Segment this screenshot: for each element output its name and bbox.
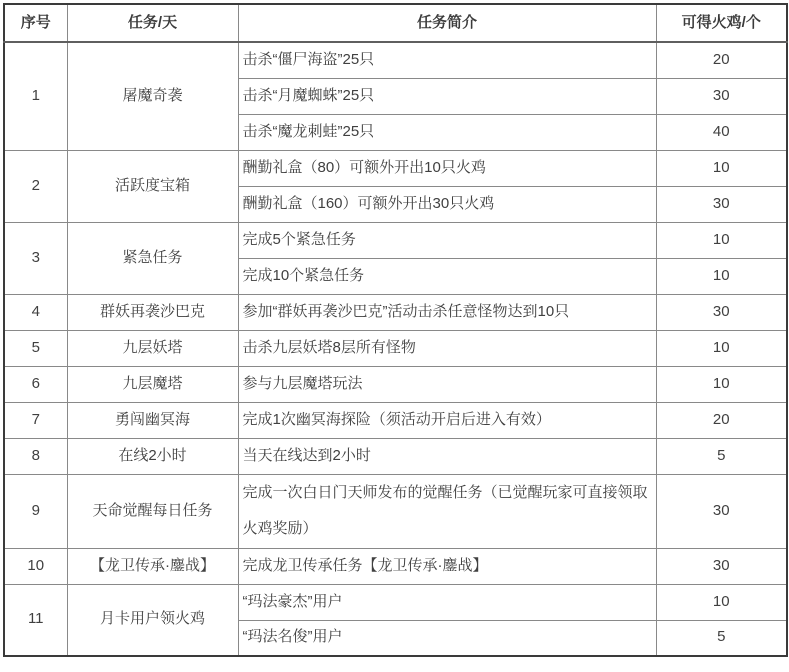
row-number-cell: 10 [4, 548, 67, 584]
reward-cell: 30 [656, 548, 787, 584]
table-row [4, 330, 787, 366]
task-name-cell: 【龙卫传承·鏖战】 [67, 548, 238, 584]
task-name-cell: 天命觉醒每日任务 [67, 474, 238, 548]
row-number-cell: 5 [4, 330, 67, 366]
table-row [4, 548, 787, 584]
task-name-cell: 屠魔奇袭 [67, 42, 238, 150]
task-name-cell: 九层魔塔 [67, 366, 238, 402]
reward-cell: 40 [656, 114, 787, 150]
task-name-cell: 九层妖塔 [67, 330, 238, 366]
table-row [4, 402, 787, 438]
task-name-cell: 活跃度宝箱 [67, 150, 238, 222]
task-desc-cell: 击杀“僵尸海盗”25只 [238, 42, 656, 78]
table-row [4, 584, 787, 620]
row-number-cell: 7 [4, 402, 67, 438]
task-desc-cell: “玛法名俊”用户 [238, 620, 656, 656]
header-serial-number: 序号 [4, 4, 67, 42]
reward-cell: 30 [656, 186, 787, 222]
table-row [4, 150, 787, 186]
task-desc-cell: 参加“群妖再袭沙巴克”活动击杀任意怪物达到10只 [238, 294, 656, 330]
reward-cell: 20 [656, 42, 787, 78]
row-number-cell: 2 [4, 150, 67, 222]
task-desc-cell: 完成龙卫传承任务【龙卫传承·鏖战】 [238, 548, 656, 584]
row-number-cell: 11 [4, 584, 67, 656]
task-desc-cell: 完成10个紧急任务 [238, 258, 656, 294]
reward-cell: 10 [656, 150, 787, 186]
reward-cell: 30 [656, 78, 787, 114]
task-desc-cell: 击杀九层妖塔8层所有怪物 [238, 330, 656, 366]
task-desc-cell: 酬勤礼盒（160）可额外开出30只火鸡 [238, 186, 656, 222]
reward-cell: 10 [656, 330, 787, 366]
reward-cell: 5 [656, 438, 787, 474]
task-desc-cell: 击杀“魔龙刺蛙”25只 [238, 114, 656, 150]
table-row [4, 294, 787, 330]
reward-cell: 10 [656, 258, 787, 294]
row-number-cell: 9 [4, 474, 67, 548]
task-desc-cell: 酬勤礼盒（80）可额外开出10只火鸡 [238, 150, 656, 186]
task-desc-cell: 完成一次白日门天师发布的觉醒任务（已觉醒玩家可直接领取火鸡奖励） [238, 474, 656, 548]
reward-cell: 30 [656, 294, 787, 330]
task-name-cell: 月卡用户领火鸡 [67, 584, 238, 656]
task-desc-cell: 完成1次幽冥海探险（须活动开启后进入有效） [238, 402, 656, 438]
row-number-cell: 4 [4, 294, 67, 330]
task-desc-cell: 完成5个紧急任务 [238, 222, 656, 258]
reward-cell: 20 [656, 402, 787, 438]
task-name-cell: 在线2小时 [67, 438, 238, 474]
reward-cell: 10 [656, 584, 787, 620]
table-row [4, 222, 787, 258]
row-number-cell: 3 [4, 222, 67, 294]
reward-cell: 10 [656, 222, 787, 258]
task-name-cell: 紧急任务 [67, 222, 238, 294]
task-desc-cell: 击杀“月魔蜘蛛”25只 [238, 78, 656, 114]
task-name-cell: 勇闯幽冥海 [67, 402, 238, 438]
row-number-cell: 6 [4, 366, 67, 402]
reward-cell: 5 [656, 620, 787, 656]
task-desc-cell: 当天在线达到2小时 [238, 438, 656, 474]
table-row [4, 438, 787, 474]
task-reward-table [3, 3, 788, 657]
table-row [4, 474, 787, 548]
task-desc-cell: “玛法豪杰”用户 [238, 584, 656, 620]
table-row [4, 42, 787, 78]
row-number-cell: 1 [4, 42, 67, 150]
table-row [4, 366, 787, 402]
reward-cell: 30 [656, 474, 787, 548]
header-turkey-reward: 可得火鸡/个 [656, 4, 787, 42]
task-name-cell: 群妖再袭沙巴克 [67, 294, 238, 330]
reward-cell: 10 [656, 366, 787, 402]
row-number-cell: 8 [4, 438, 67, 474]
header-row [4, 4, 787, 42]
task-desc-cell: 参与九层魔塔玩法 [238, 366, 656, 402]
header-task-description: 任务简介 [238, 4, 656, 42]
header-task-per-day: 任务/天 [67, 4, 238, 42]
